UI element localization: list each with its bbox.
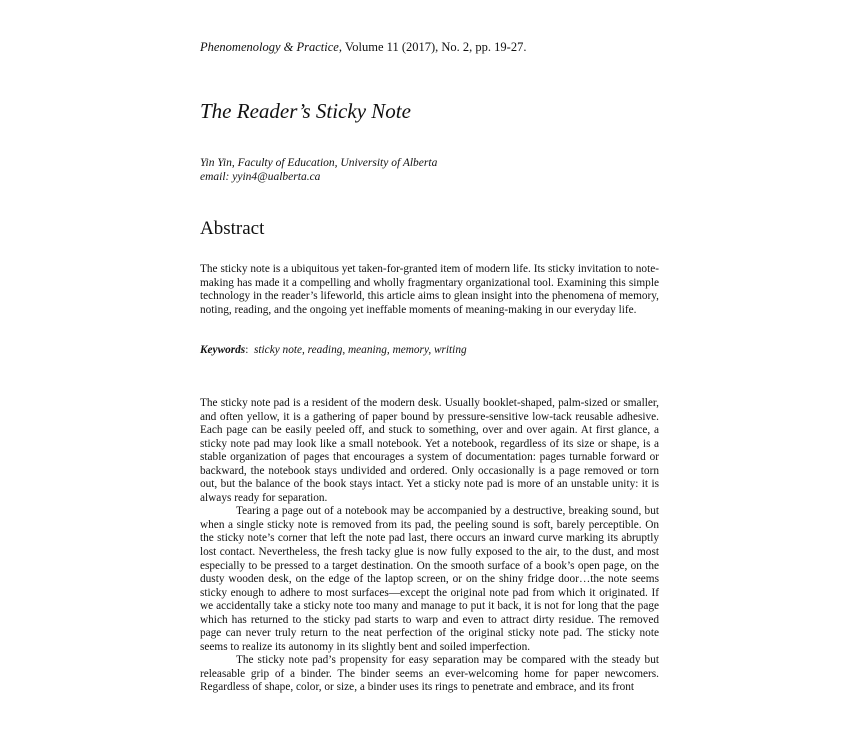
author-affiliation: Yin Yin, Faculty of Education, University of Alberta bbox=[200, 157, 438, 169]
keywords-separator: : bbox=[245, 344, 254, 356]
keywords-label: Keywords bbox=[200, 344, 246, 356]
article-title: The Reader’s Sticky Note bbox=[200, 99, 411, 123]
journal-citation bbox=[200, 39, 659, 55]
keywords-line bbox=[200, 343, 659, 357]
author-block bbox=[200, 156, 659, 184]
keywords-list: sticky note, reading, meaning, memory, writing bbox=[254, 344, 467, 356]
body-paragraph: Tearing a page out of a notebook may be accompanied by a destructive, breaking sound, but when a single sticky note is removed from its pad, the peeling sound is soft, barely perceptible. On the sticky note’s corner that left the note pad last, there occurs an inward curve marking its abruptly lost contact. Nevertheless, the fresh tacky glue is now fully exposed to the air, to the dust, and most especially to be pressed to a target destination. On the smooth surface of a book’s open page, on the dusty wooden desk, on the edge of the laptop screen, or on the shiny fridge door…the note seems sticky enough to adhere to most surfaces—except the original note pad from which it originated. If we accidentally take a sticky note too many and manage to put it back, it is not for long that the page which has returned to the sticky pad starts to warp and even to attract dirty residue. The removed page can never truly return to the neat perfection of the original sticky note pad. The sticky note seems to realize its autonomy in its slightly bent and soiled imperfection. bbox=[200, 505, 659, 653]
body-text bbox=[200, 397, 659, 695]
journal-name: Phenomenology & Practice, bbox=[200, 40, 342, 54]
abstract-heading: Abstract bbox=[200, 218, 265, 239]
body-paragraph: The sticky note pad’s propensity for easy separation may be compared with the steady but releasable grip of a binder. The binder seems an ever-welcoming home for paper newcomers. Regardless of shape, color, or size, a binder uses its rings to penetrate and embrace, and its front bbox=[200, 654, 659, 694]
abstract-text: The sticky note is a ubiquitous yet taken-for-granted item of modern life. Its sticky invitation to note-making has made it a compelling and wholly fragmentary organizational tool. Examining this simple technology in the reader’s lifeworld, this article aims to glean insight into the phenomena of memory, noting, reading, and the ongoing yet ineffable moments of meaning-making in our everyday life. bbox=[200, 263, 659, 316]
author-email: email: yyin4@ualberta.ca bbox=[200, 171, 321, 183]
body-paragraph: The sticky note pad is a resident of the modern desk. Usually booklet-shaped, palm-sized or smaller, and often yellow, it is a gathering of paper bound by pressure-sensitive low-tack reusable adhesive. Each page can be easily peeled off, and stuck to something, over and over again. At first glance, a sticky note pad may look like a small notebook. Yet a notebook, regardless of its size or shape, is a stable organization of pages that encourages a system of documentation: pages turnable forward or backward, the notebook stays undivided and ordered. Only occasionally is a page removed or torn out, but the balance of the book stays intact. Yet a sticky note pad is more of an unstable unity: it is always ready for separation. bbox=[200, 397, 659, 504]
volume-info: Volume 11 (2017), No. 2, pp. 19-27. bbox=[341, 40, 527, 54]
